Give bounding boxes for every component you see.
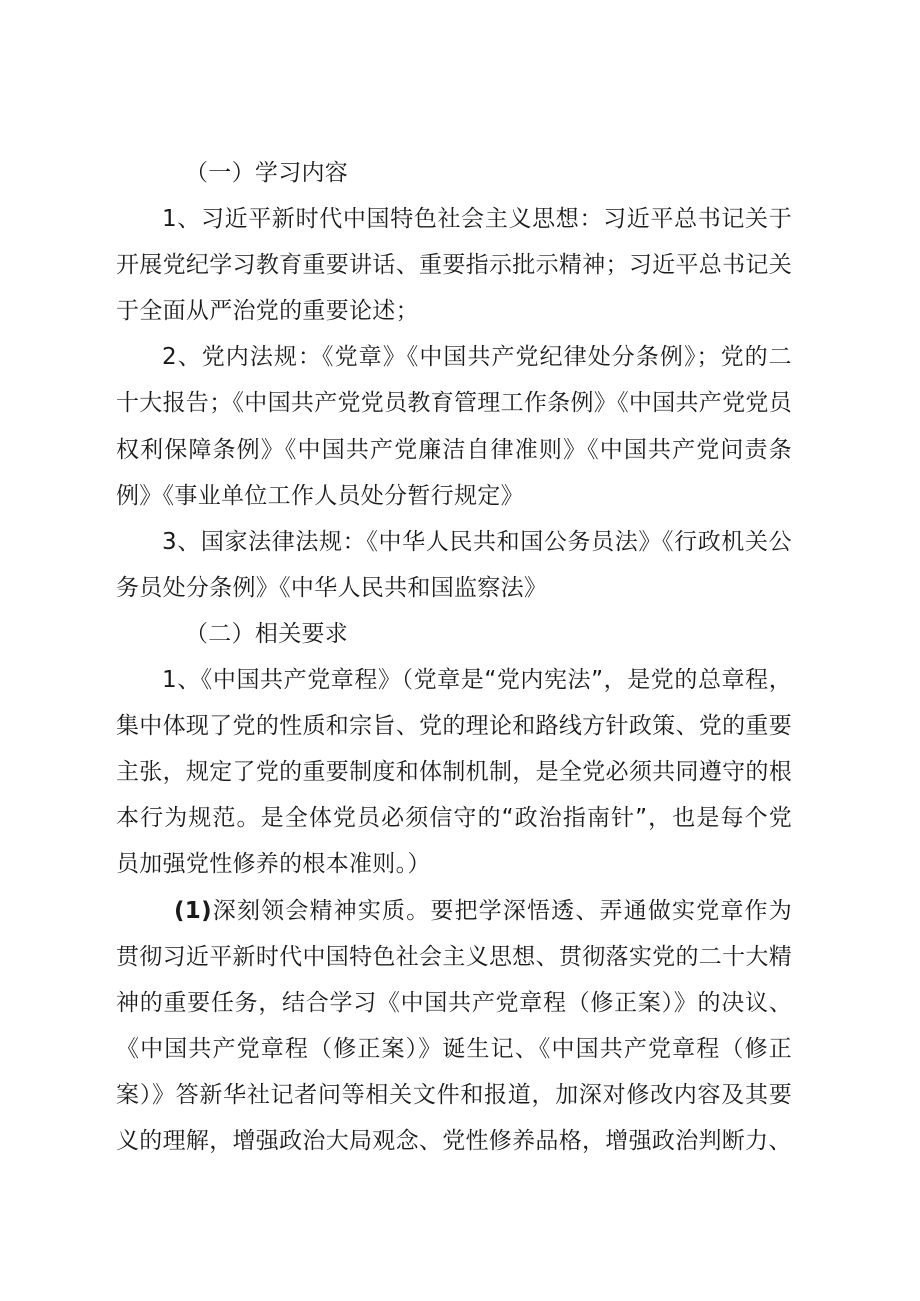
study-item-1: 1、习近平新时代中国特色社会主义思想：习近平总书记关于开展党纪学习教育重要讲话、重要指示批示精神；习近平总书记关于全面从严治党的重要论述； [116,206,792,325]
section-heading-study-content: （一）学习内容 [185,160,349,186]
study-item-2: 2、党内法规：《党章》《中国共产党纪律处分条例》；党的二十大报告；《中国共产党党员教育管理工作条例》《中国共产党党员权利保障条例》《中国共产党廉洁自律准则》《中国共产党问责条例》《事业单位工作人员处分暂行规定》 [116,344,792,509]
section-heading-requirements: （二）相关要求 [185,620,349,647]
sub-item-1 [116,888,792,1165]
sub-item-text: 深刻领会精神实质。要把学深悟透、弄通做实党章作为贯彻习近平新时代中国特色社会主义思想、贯彻落实党的二十大精神的重要任务，结合学习《中国共产党章程（修正案）》的决议、《中国共产党章程（修正案）》诞生记、《中国共产党章程（修正案）》答新华社记者问等相关文件和报道，加深对修改内容及其要义的理解，增强政治大局观念、党性修养品格，增强政治判断力、 [116,897,792,1154]
document-body [116,150,792,1164]
study-item-3: 3、国家法律法规：《中华人民共和国公务员法》《行政机关公务员处分条例》《中华人民共和国监察法》 [116,528,792,601]
sub-item-number: (1) [174,897,212,924]
requirement-item-1: 1、《中国共产党章程》（党章是“党内宪法”，是党的总章程，集中体现了党的性质和宗旨、党的理论和路线方针政策、党的重要主张，规定了党的重要制度和体制机制，是全党必须共同遵守的根本行为规范。是全体党员必须信守的“政治指南针”，也是每个党员加强党性修养的根本准则。） [116,667,792,878]
